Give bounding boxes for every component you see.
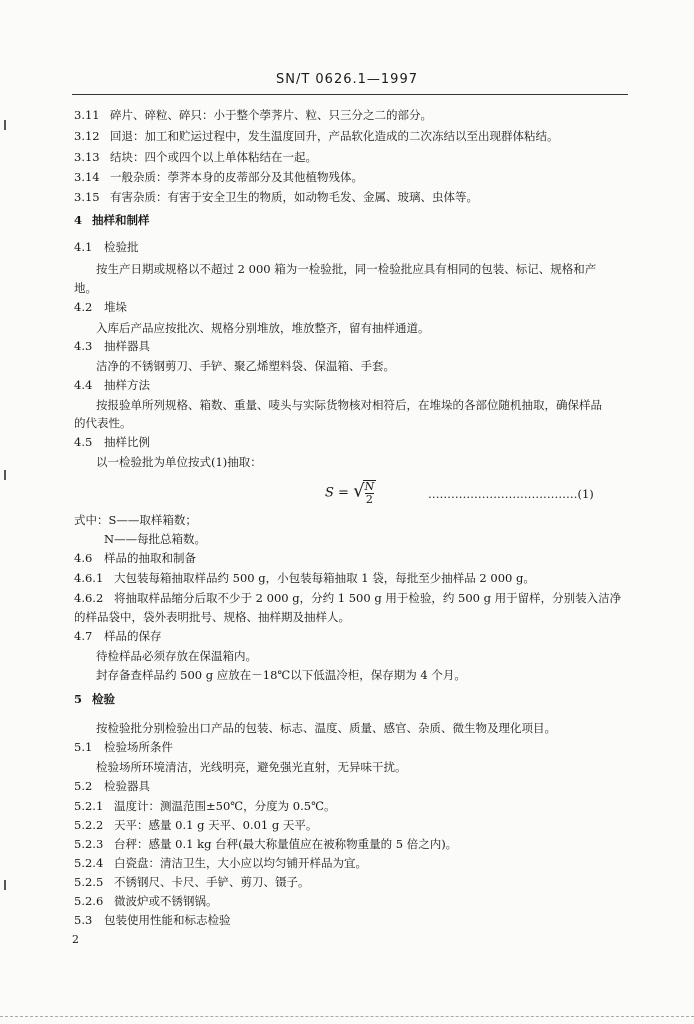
clause-text: 将抽取样品缩分后取不少于 2 000 g，分约 1 500 g 用于检验，约 500 g 用于留样，分别装入洁净 [114, 591, 622, 605]
square-root [353, 480, 376, 506]
clause-number: 5.2.4 [74, 856, 104, 870]
header-rule [72, 94, 628, 95]
paragraph-line: 按报验单所列规格、箱数、重量、唛头与实际货物核对相符后，在堆垛的各部位随机抽取，确保样品 [96, 398, 602, 412]
clause-number: 5.2.3 [74, 837, 104, 851]
clause-title: 抽样比例 [104, 435, 150, 449]
clause-text: 大包装每箱抽取样品约 500 g，小包装每箱抽取 1 袋，每批至少抽样品 2 000 g。 [114, 571, 535, 585]
clause-number: 5.2.5 [74, 875, 104, 889]
page-number: 2 [72, 933, 79, 946]
clause-4-4 [74, 378, 150, 392]
paragraph-line: 的代表性。 [74, 416, 132, 430]
clause-text: 微波炉或不锈钢锅。 [114, 894, 218, 908]
clause-3-11 [74, 108, 432, 122]
numerator: N [364, 480, 375, 493]
clause-number: 4.6.1 [74, 571, 104, 585]
scan-edge-line [0, 1016, 694, 1017]
radical-sign-icon: √ [353, 480, 365, 502]
clause-3-12 [74, 129, 559, 143]
clause-text: 一般杂质：荸荠本身的皮蒂部分及其他植物残体。 [110, 170, 363, 184]
clause-number: 3.15 [74, 190, 100, 204]
paragraph-line: 按检验批分别检验出口产品的包装、标志、温度、质量、感官、杂质、微生物及理化项目。 [96, 721, 556, 735]
clause-title: 检验器具 [104, 779, 150, 793]
clause-title: 抽样器具 [104, 339, 150, 353]
clause-text: 有害杂质：有害于安全卫生的物质，如动物毛发、金属、玻璃、虫体等。 [110, 190, 478, 204]
clause-number: 5.1 [74, 740, 93, 754]
clause-5-2-6 [74, 894, 218, 908]
paragraph-line: 入库后产品应按批次、规格分别堆放，堆放整齐，留有抽样通道。 [96, 321, 430, 335]
clause-text: 台秤：感量 0.1 kg 台秤(最大称量值应在被称物重量的 5 倍之内)。 [114, 837, 458, 851]
section-title: 检验 [92, 692, 115, 706]
binding-mark [4, 120, 6, 130]
clause-number: 4.6.2 [74, 591, 104, 605]
clause-text: 白瓷盘：清洁卫生，大小应以均匀铺开样品为宜。 [114, 856, 367, 870]
paragraph-line: 待检样品必须存放在保温箱内。 [96, 649, 257, 663]
clause-number: 5.2.1 [74, 799, 104, 813]
clause-4-3 [74, 339, 150, 353]
variable-definition: N——每批总箱数。 [104, 532, 207, 546]
clause-number: 5.2 [74, 779, 93, 793]
variable-definition: 式中：S——取样箱数； [74, 513, 197, 527]
clause-4-1 [74, 240, 139, 254]
clause-5-3 [74, 913, 231, 927]
clause-text: 回退：加工和贮运过程中，发生温度回升，产品软化造成的二次冻结以至出现群体粘结。 [110, 129, 559, 143]
clause-number: 5.2.2 [74, 818, 104, 832]
clause-title: 样品的保存 [104, 629, 162, 643]
formula-1 [325, 480, 376, 506]
binding-mark [4, 880, 6, 890]
fraction [363, 480, 377, 506]
clause-number: 4.2 [74, 300, 93, 314]
clause-title: 堆垛 [104, 300, 127, 314]
denominator: 2 [365, 493, 373, 506]
clause-5-2 [74, 779, 150, 793]
clause-title: 检验批 [104, 240, 139, 254]
paragraph-line: 地。 [74, 281, 97, 295]
clause-4-5 [74, 435, 150, 449]
section-title: 抽样和制样 [92, 213, 150, 227]
clause-number: 5.2.6 [74, 894, 104, 908]
clause-5-2-5 [74, 875, 310, 889]
clause-number: 3.12 [74, 129, 100, 143]
paragraph-line: 以一检验批为单位按式(1)抽取： [96, 455, 262, 469]
clause-3-13 [74, 150, 317, 164]
clause-number: 4.4 [74, 378, 93, 392]
clause-title: 样品的抽取和制备 [104, 551, 196, 565]
clause-5-1 [74, 740, 173, 754]
clause-text: 温度计：测温范围±50℃，分度为 0.5℃。 [114, 799, 336, 813]
clause-5-2-4 [74, 856, 367, 870]
clause-title: 检验场所条件 [104, 740, 173, 754]
clause-title: 包装使用性能和标志检验 [104, 913, 231, 927]
clause-5-2-3 [74, 837, 457, 851]
paragraph-line: 洁净的不锈钢剪刀、手铲、聚乙烯塑料袋、保温箱、手套。 [96, 359, 395, 373]
clause-5-2-1 [74, 799, 335, 813]
paragraph-line: 按生产日期或规格以不超过 2 000 箱为一检验批，同一检验批应具有相同的包装、标记、规格和产 [96, 262, 597, 276]
paragraph-line: 的样品袋中，袋外表明批号、规格、抽样期及抽样人。 [74, 610, 350, 624]
clause-title: 抽样方法 [104, 378, 150, 392]
clause-5-2-2 [74, 818, 317, 832]
clause-number: 3.11 [74, 108, 100, 122]
clause-4-7 [74, 629, 162, 643]
section-5-heading [74, 692, 115, 706]
standard-code-header: SN/T 0626.1—1997 [275, 72, 418, 87]
clause-number: 3.14 [74, 170, 100, 184]
clause-text: 天平：感量 0.1 g 天平、0.01 g 天平。 [114, 818, 318, 832]
clause-4-6 [74, 551, 196, 565]
clause-number: 4.3 [74, 339, 93, 353]
paragraph-line: 封存备查样品约 500 g 应放在－18℃以下低温冷柜，保存期为 4 个月。 [96, 668, 466, 682]
clause-text: 结块：四个或四个以上单体粘结在一起。 [110, 150, 317, 164]
clause-4-6-2 [74, 591, 621, 605]
clause-number: 4.6 [74, 551, 93, 565]
clause-number: 3.13 [74, 150, 100, 164]
clause-text: 碎片、碎粒、碎只：小于整个荸荠片、粒、只三分之二的部分。 [110, 108, 432, 122]
section-4-heading [74, 213, 150, 227]
binding-mark [4, 470, 6, 480]
clause-3-14 [74, 170, 363, 184]
clause-number: 4.5 [74, 435, 93, 449]
formula-lhs: S = [325, 485, 349, 501]
equation-number: …………………………………(1) [428, 487, 594, 501]
clause-3-15 [74, 190, 478, 204]
clause-number: 4.1 [74, 240, 93, 254]
section-number: 5 [74, 692, 83, 706]
clause-number: 4.7 [74, 629, 93, 643]
section-number: 4 [74, 213, 83, 227]
clause-4-2 [74, 300, 127, 314]
paragraph-line: 检验场所环境清洁，光线明亮，避免强光直射，无异味干扰。 [96, 760, 407, 774]
clause-4-6-1 [74, 571, 535, 585]
clause-text: 不锈钢尺、卡尺、手铲、剪刀、镊子。 [114, 875, 310, 889]
clause-number: 5.3 [74, 913, 93, 927]
